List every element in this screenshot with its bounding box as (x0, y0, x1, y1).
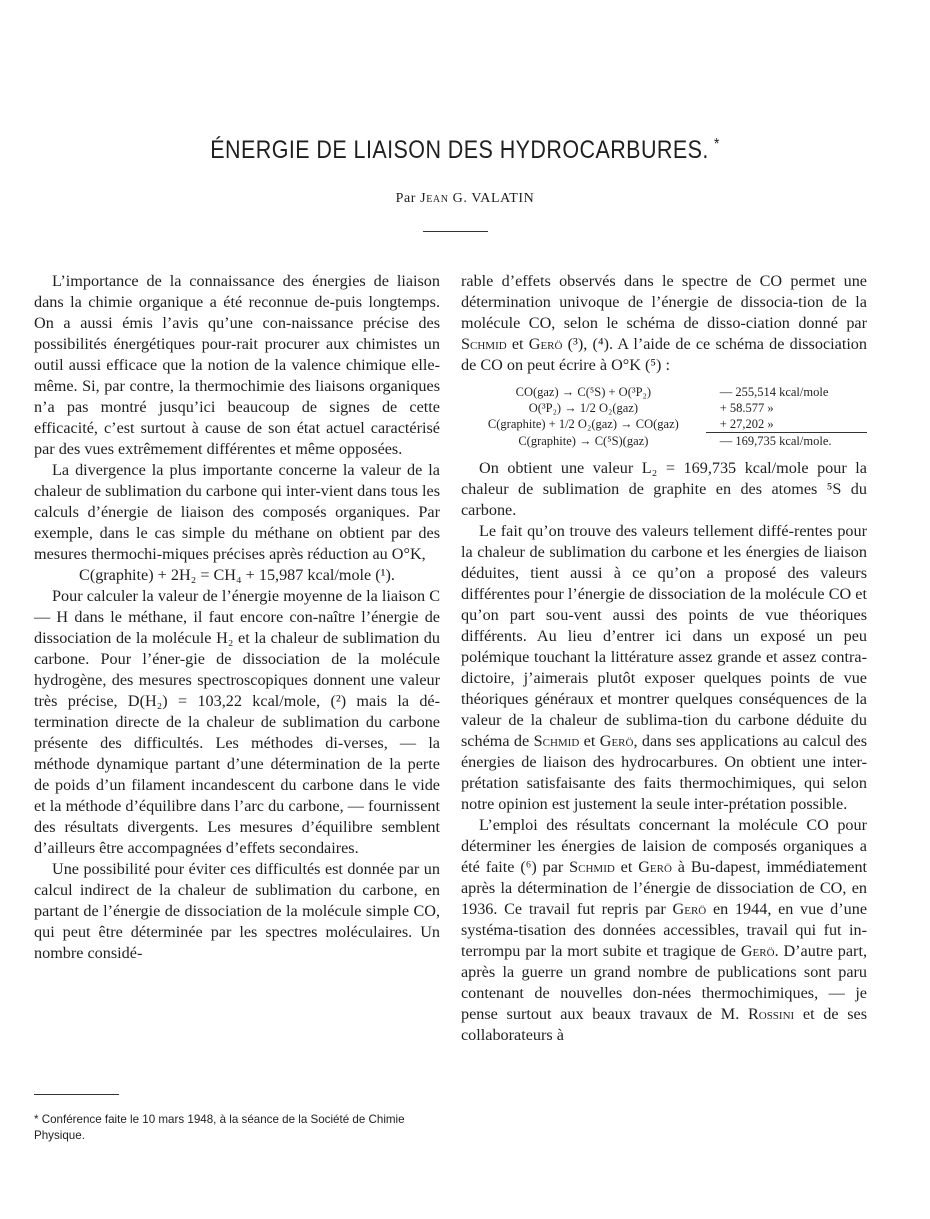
text-run: à Bu-dapest, immédiatement après la détermination de l’énergie de dissociation de CO, en 1936. Ce travail fut repris par (461, 858, 868, 918)
paragraph: Une possibilité pour éviter ces difficultés est donnée par un calcul indirect de la chaleur de sublimation du carbone, en partant de l’énergie de dissociation de la molécule simple CO, qui peut être déterminée par les spectres moléculaires. Un nombre considé- (34, 860, 440, 962)
text-run: et (583, 732, 596, 750)
title-separator (423, 231, 488, 232)
author-line (0, 191, 930, 207)
author-name: Schmid (533, 732, 580, 750)
author-name: Gerö (672, 900, 707, 918)
schema-table (461, 384, 867, 449)
paragraph (461, 271, 867, 376)
right-column (461, 271, 867, 1046)
title-footnote-mark: * (713, 136, 720, 153)
equation-methane: C(graphite) + 2H₂ = CH₄ + 15,987 kcal/mole (¹). (79, 566, 395, 584)
author-name: Gerö (638, 858, 672, 876)
text-run: L’emploi des résultats concernant la molécule CO pour déterminer les énergies de laision de composés organiques a été faite (⁶) par (461, 816, 867, 876)
text-run: (³), (⁴). A l’aide de ce schéma de dissociation de CO on peut écrire à O°K (⁵) : (461, 335, 867, 374)
text-run: et (620, 858, 633, 876)
author-last-name: VALATIN (471, 191, 535, 206)
paragraph: On obtient une valeur L₂ = 169,735 kcal/mole pour la chaleur de sublimation de graphite en des atomes ⁵S du carbone. (461, 459, 867, 519)
schema-value: + 27,202 » (719, 417, 774, 431)
article-title (65, 136, 865, 165)
author-prefix: Par (395, 191, 417, 206)
footnote: * Conférence faite le 10 mars 1948, à la séance de la Société de Chimie Physique. (34, 1113, 405, 1142)
text-run: . D’autre part, après la guerre un grand nombre de publications sont paru contenant de nouvelles don-nées thermochimiques, — je pense surtout aux beaux travaux de M. (461, 942, 867, 1023)
dissociation-schema (461, 384, 867, 449)
footnote-rule (34, 1094, 119, 1095)
author-name: Gerö (740, 942, 775, 960)
left-column (34, 271, 440, 964)
schema-value: + 58.577 » (719, 401, 774, 415)
paragraph: La divergence la plus importante concerne la valeur de la chaleur de sublimation du carbone qui inter-vient dans tous les calculs d’énergie de liaison des composés organiques. Par exemple, dans le cas simple du méthane on obtient par des mesures thermochi-miques précises après réduction au O°K, (34, 461, 440, 563)
paragraph (461, 521, 867, 815)
schema-row (461, 384, 867, 400)
author-name: Rossini (747, 1005, 795, 1023)
schema-value: — 169,735 kcal/mole. (706, 433, 867, 450)
text-run: et (511, 335, 524, 353)
author-name: Gerö (528, 335, 563, 353)
author-name: Schmid (461, 335, 507, 353)
schema-value: — 255,514 kcal/mole (719, 385, 829, 399)
article-title-text: ÉNERGIE DE LIAISON DES HYDROCARBURES. (210, 136, 709, 164)
paragraph (461, 815, 867, 1046)
schema-row (461, 400, 867, 416)
text-run: et de ses collaborateurs à (461, 1005, 868, 1044)
paragraph: Pour calculer la valeur de l’énergie moyenne de la liaison C — H dans le méthane, il faut encore con-naître l’énergie de dissociation de la molécule H₂ et la chaleur de sublimation du carbone. Pour l’éner-gie de dissociation de la molécule hydrogène, des mesures spectroscopiques donnent une valeur très précise, D(H₂) = 103,22 kcal/mole, (²) mais la dé-termination directe de la chaleur de sublimation du carbone présente des difficultés. Les méthodes di-verses, — la méthode dynamique partant d’une détermination de la perte de poids d’un filament incandescent du carbone dans le vide et la méthode d’équilibre dans l’arc du carbone, — fournissent des résultats divergents. Les mesures d’équilibre semblent d’ailleurs être accompagnées d’effets secondaires. (34, 587, 440, 857)
schema-row (461, 416, 867, 433)
text-run: , dans ses applications au calcul des énergies de liaison des hydrocarbures. On obtient une inter-prétation satisfaisante des faits thermochimiques, qui selon notre opinion est justement la seule inter-prétation possible. (461, 732, 867, 813)
text-run: rable d’effets observés dans le spectre de CO permet une détermination univoque de l’énergie de dissocia-tion de la molécule CO, selon le schéma de disso-ciation donné par (461, 272, 867, 332)
author-name: Schmid (569, 858, 615, 876)
paragraph: L’importance de la connaissance des énergies de liaison dans la chimie organique a été reconnue de-puis longtemps. On a aussi émis l’avis qu’une con-naissance précise des possibilités énergétiques pour-rait procurer aux chimistes un outil aussi efficace que la notion de la valence chimique elle-même. Si, par contre, la thermochimie des liaisons organiques n’a pas montré jusqu’ici beaucoup de signes de cette efficacité, c’est surtout à cause de son état actuel caractérisé par des vues extrêmement différentes et même opposées. (34, 272, 440, 458)
author-name: Gerö (599, 732, 634, 750)
schema-reaction: C(graphite) → C(⁵S)(gaz) (518, 433, 649, 448)
schema-reaction: C(graphite) + 1/2 O₂(gaz) → CO(gaz) (487, 417, 679, 431)
schema-reaction: O(³P₂) → 1/2 O₂(gaz) (528, 401, 639, 415)
schema-reaction: CO(gaz) → C(⁵S) + O(³P₂) (515, 385, 652, 399)
schema-total-row (461, 433, 867, 450)
author-first-name: Jean G. (420, 191, 468, 206)
text-run: Le fait qu’on trouve des valeurs tellement diffé-rentes pour la chaleur de sublimation du carbone et les énergies de liaison déduites, tient aussi à ce qu’on a proposé des valeurs différentes pour l’énergie de dissociation de la molécule CO et qu’on part sou-vent aussi des points de vue théoriques différents. Au lieu d’entrer ici dans un exposé un peu polémique touchant la littérature assez grande et assez contra-dictoire, j’aimerais plutôt exposer quelques points de vue théoriques généraux et montrer quelques conséquences de la valeur de la chaleur de sublima-tion du carbone déduite du schéma de (461, 522, 867, 750)
text-run: en 1944, en vue d’une systéma-tisation des données accessibles, travail qui fut in-terrompu par la mort subite et tragique de (461, 900, 868, 960)
